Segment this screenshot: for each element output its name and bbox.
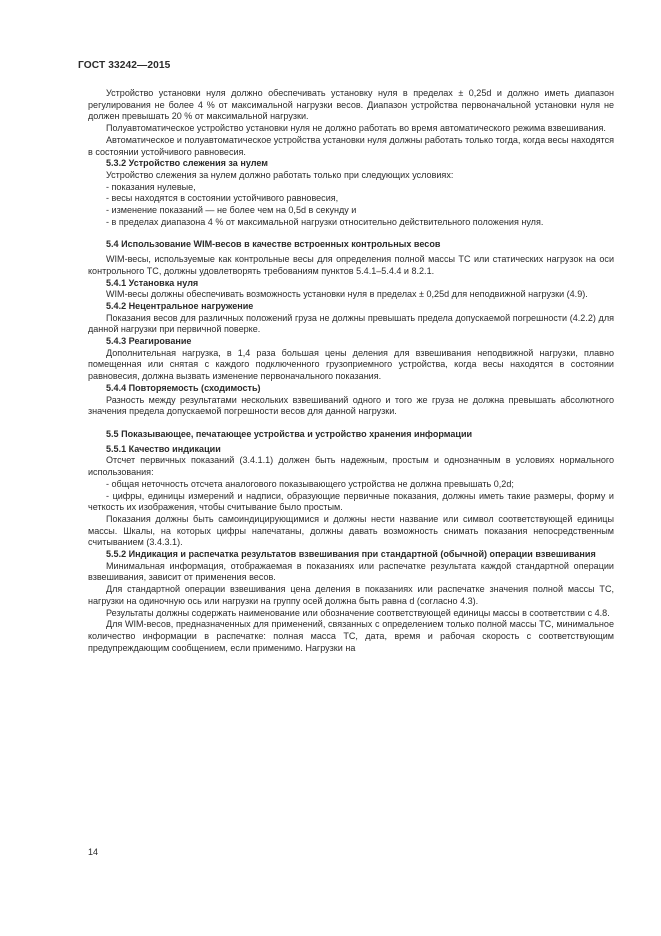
page-number: 14 <box>88 847 99 857</box>
paragraph: Дополнительная нагрузка, в 1,4 раза большая цены деления для взвешивания неподвижной нагрузки, плавно помещенная или снятая с каждого подключенного грузоприемного устройства, когда весы находятся в состоянии равновесия, должна вызвать изменение первоначального показания. <box>88 347 614 382</box>
list-item: - весы находятся в состоянии устойчивого равновесия, <box>106 193 339 204</box>
heading-5-3-2: 5.3.2 Устройство слежения за нулем <box>106 158 268 169</box>
list-item: - в пределах диапазона 4 % от максимальной нагрузки относительно действительного положения нуля. <box>106 216 544 227</box>
heading-5-5-2: 5.5.2 Индикация и распечатка результатов взвешивания при стандартной (обычной) операции взвешивания <box>106 549 596 560</box>
paragraph: Автоматическое и полуавтоматическое устройства установки нуля должны работать только тогда, когда весы находятся в состоянии устойчивого равновесия. <box>88 134 614 157</box>
paragraph: Для WIM-весов, предназначенных для применений, связанных с определением только полной массы ТС, минимальное количество информации в распечатке: полная масса ТС, дата, время и рабочая скорость с соответствующим предупреждающим сообщением, если применимо. Нагрузки на <box>88 619 614 653</box>
paragraph: Для стандартной операции взвешивания цена деления в показаниях или распечатке значения полной массы ТС, нагрузки на одиночную ось или нагрузки на группу осей должна быть равна d (согласно 4.3). <box>88 584 614 606</box>
heading-5-4-4: 5.4.4 Повторяемость (сходимость) <box>106 382 261 393</box>
list-item: - изменение показаний — не более чем на 0,5d в секунду и <box>106 205 357 216</box>
list-item: - показания нулевые, <box>106 181 196 192</box>
heading-5-4-1: 5.4.1 Установка нуля <box>106 277 199 288</box>
paragraph: WIM-весы, используемые как контрольные весы для определения полной массы ТС или статических нагрузок на оси контрольного ТС, должны удовлетворять требованиям пунктов 5.4.1–5.4.4 и 8.2.1. <box>88 254 614 276</box>
paragraph: Минимальная информация, отображаемая в показаниях или распечатке результата каждой стандартной операции взвешивания, зависит от применения весов. <box>88 560 614 583</box>
heading-5-5: 5.5 Показывающее, печатающее устройства и устройство хранения информации <box>106 428 473 439</box>
heading-5-4: 5.4 Использование WIM-весов в качестве встроенных контрольных весов <box>106 239 441 250</box>
list-item: - общая неточность отсчета аналогового показывающего устройства не должна превышать 0,2d; <box>106 478 514 489</box>
paragraph: Устройство установки нуля должно обеспечивать установку нуля в пределах ± 0,25d и должно иметь диапазон регулирования не более 4 % от максимальной нагрузки весов. Диапазон устройства первоначальной установки нуля не должен превышать 20 % от максимальной нагрузки. <box>88 88 614 122</box>
heading-5-4-3: 5.4.3 Реагирование <box>106 336 192 347</box>
paragraph: WIM-весы должны обеспечивать возможность установки нуля в пределах ± 0,25d для неподвижной нагрузки (4.9). <box>106 289 588 300</box>
paragraph: Разность между результатами нескольких взвешиваний одного и того же груза не должна превышать абсолютного значения предела допускаемой погрешности весов для данной нагрузки. <box>88 394 614 417</box>
page-body <box>88 88 614 654</box>
paragraph: Полуавтоматическое устройство установки нуля не должно работать во время автоматического режима взвешивания. <box>106 123 606 134</box>
paragraph: Показания должны быть самоиндицирующимися и должны нести название или символ соответствующей единицы массы. Шкалы, на которых цифры напечатаны, должны давать возможность снимать показания непосредственным считыванием (3.4.3.1). <box>88 513 614 548</box>
paragraph: Показания весов для различных положений груза не должны превышать предела допускаемой погрешности (4.2.2) для данной нагрузки при первичной поверке. <box>88 312 614 335</box>
paragraph: Результаты должны содержать наименование или обозначение соответствующей единицы массы в соответствии с 4.8. <box>106 607 610 618</box>
standard-designation: ГОСТ 33242—2015 <box>78 60 171 71</box>
heading-5-4-2: 5.4.2 Нецентральное нагружение <box>106 300 254 311</box>
heading-5-5-1: 5.5.1 Качество индикации <box>106 443 221 454</box>
paragraph: Отсчет первичных показаний (3.4.1.1) должен быть надежным, простым и однозначным в условиях нормального использования: <box>88 455 614 478</box>
list-item: - цифры, единицы измерений и надписи, образующие первичные показания, должны иметь такие размеры, форму и четкость их изображения, чтобы считывание было простым. <box>88 490 614 513</box>
paragraph: Устройство слежения за нулем должно работать только при следующих условиях: <box>106 169 454 180</box>
